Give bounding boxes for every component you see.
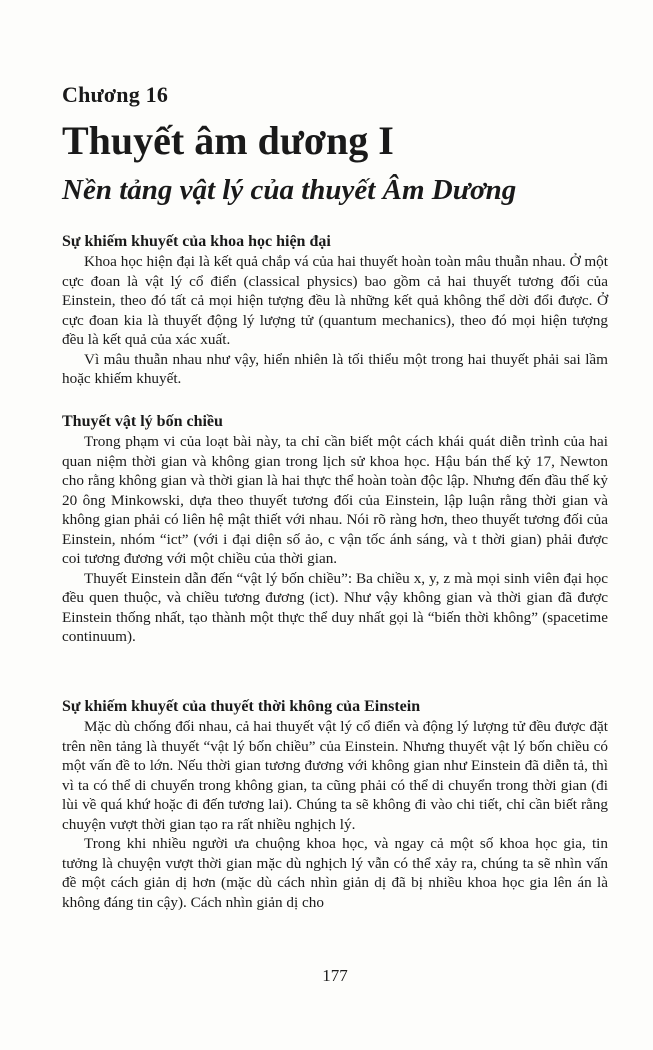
- paragraph: Khoa học hiện đại là kết quả chắp vá của hai thuyết hoàn toàn mâu thuẫn nhau. Ở một cực đoan là vật lý cổ điển (classical physics) bao gồm cả hai thuyết tương đối của Einstein, theo đó tất cả mọi hiện tượng đều là những kết quả không thể dời đổi được. Ở cực đoan kia là thuyết động lý lượng tử (quantum mechanics), theo đó mọi hiện tượng đều là kết quả của xác xuất.: [62, 253, 608, 348]
- paragraph: Trong khi nhiều người ưa chuộng khoa học, và ngay cả một số khoa học gia, tin tưởng là chuyện vượt thời gian mặc dù nghịch lý vẫn có thể xảy ra, chúng ta sẽ nhìn vấn đề một cách giản dị hơn (mặc dù cách nhìn giản dị đã bị nhiều khoa học gia lên án là không đáng tin cậy). Cách nhìn giản dị cho: [62, 835, 608, 911]
- chapter-label: Chương 16: [62, 82, 169, 107]
- section-heading: Thuyết vật lý bốn chiều: [62, 413, 223, 430]
- paragraph: Trong phạm vi của loạt bài này, ta chỉ cần biết một cách khái quát diễn trình của hai quan niệm thời gian và không gian trong lịch sử khoa học. Hậu bán thế kỷ 17, Newton cho rằng không gian và thời gian là hai thực thể hoàn toàn độc lập. Nhưng đến đầu thế kỷ 20 ông Minkowski, dựa theo thuyết tương đối của Einstein, lập luận rằng thời gian và không gian phải có liên hệ mật thiết với nhau. Nói rõ ràng hơn, theo thuyết tương đối của Einstein, nhóm “ict” (với i đại diện số ảo, c vận tốc ánh sáng, và t thời gian) phải được coi tương đương với một chiều của thời gian.: [62, 433, 608, 567]
- section-four-dimensional-physics: [62, 412, 608, 647]
- chapter-title: Thuyết âm dương I: [62, 118, 394, 163]
- chapter-subtitle: Nền tảng vật lý của thuyết Âm Dương: [62, 174, 517, 206]
- section-shortcomings-of-spacetime-theory: [62, 697, 608, 912]
- section-heading: Sự khiếm khuyết của khoa học hiện đại: [62, 233, 331, 250]
- section-heading: Sự khiếm khuyết của thuyết thời không của Einstein: [62, 698, 421, 715]
- section-shortcomings-of-modern-science: [62, 232, 608, 389]
- paragraph: Thuyết Einstein dẫn đến “vật lý bốn chiều”: Ba chiều x, y, z mà mọi sinh viên đại học đều quen thuộc, và chiều tương đương (ict). Như vậy không gian và thời gian đã được Einstein thống nhất, tạo thành một thực thể duy nhất gọi là “biến thời không” (spacetime continuum).: [62, 569, 608, 645]
- paragraph: Vì mâu thuẫn nhau như vậy, hiển nhiên là tối thiểu một trong hai thuyết phải sai lầm hoặc khiếm khuyết.: [62, 350, 608, 387]
- paragraph: Mặc dù chống đối nhau, cả hai thuyết vật lý cổ điển và động lý lượng tử đều được đặt trên nền tảng là thuyết “vật lý bốn chiều” của Einstein. Nhưng thuyết vật lý bốn chiều có một vấn đề to lớn. Nếu thời gian tương đương với không gian như Einstein đã diễn tả, thì vì ta có thể di chuyển trong không gian, ta cũng phải có thể di chuyển trong thời gian (đi lùi về quá khứ hoặc đi đến tương lai). Chúng ta sẽ không đi vào chi tiết, chỉ cần biết rằng chuyện vượt thời gian tạo ra rất nhiều nghịch lý.: [62, 718, 608, 833]
- page-number: 177: [322, 966, 348, 985]
